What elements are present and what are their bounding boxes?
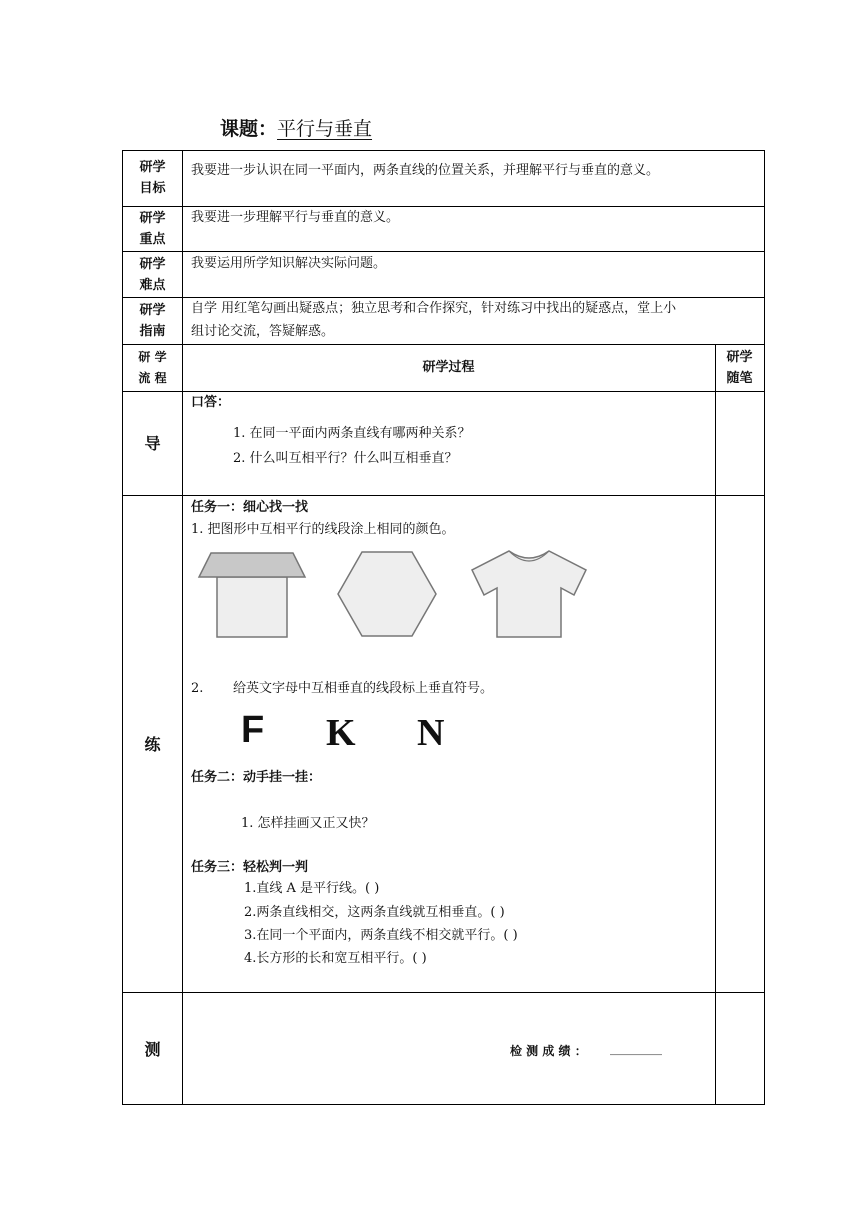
task1-question-2-number: 2. xyxy=(191,681,204,696)
task1-heading: 任务一：细心找一找 xyxy=(191,500,309,515)
task1-question-1: 1. 把图形中互相平行的线段涂上相同的颜色。 xyxy=(191,522,455,537)
judge-item: 3.在同一个平面内，两条直线不相交就平行。( ) xyxy=(244,928,518,943)
letter-n: N xyxy=(417,712,445,754)
dao-question-1: 1. 在同一平面内两条直线有哪两种关系？ xyxy=(233,426,471,441)
row-divider xyxy=(123,344,764,345)
difficulty-text: 我要运用所学知识解决实际问题。 xyxy=(191,256,387,271)
letter-k: K xyxy=(326,712,356,754)
task2-question-1: 1. 怎样挂画又正又快？ xyxy=(241,816,375,831)
tshirt-icon xyxy=(469,547,589,641)
title-prefix: 课题： xyxy=(220,118,278,140)
dao-question-2: 2. 什么叫互相平行？什么叫互相垂直？ xyxy=(233,451,458,466)
column-divider xyxy=(182,151,183,1104)
goal-label: 研学 目标 xyxy=(139,160,166,196)
letter-f: F xyxy=(241,709,265,751)
guide-text-line2: 组讨论交流，答疑解惑。 xyxy=(191,324,335,339)
row-divider xyxy=(123,992,764,993)
flow-header: 研 学 流 程 xyxy=(138,350,167,385)
score-blank[interactable]: ________ xyxy=(610,1041,662,1056)
guide-label: 研学 指南 xyxy=(139,303,166,339)
lian-label: 练 xyxy=(144,735,161,754)
row-divider xyxy=(123,251,764,252)
house-icon xyxy=(195,549,309,641)
judge-item: 4.长方形的长和宽互相平行。( ) xyxy=(244,951,427,966)
title-topic: 平行与垂直 xyxy=(277,118,373,140)
dao-label: 导 xyxy=(144,434,161,453)
focus-label: 研学 重点 xyxy=(139,211,166,247)
ce-label: 测 xyxy=(144,1040,161,1059)
task3-heading: 任务三：轻松判一判 xyxy=(191,860,309,875)
guide-text-line1: 自学 用红笔勾画出疑惑点；独立思考和合作探究，针对练习中找出的疑惑点，堂上小 xyxy=(191,301,677,316)
task1-question-2: 给英文字母中互相垂直的线段标上垂直符号。 xyxy=(233,681,494,696)
goal-text: 我要进一步认识在同一平面内，两条直线的位置关系，并理解平行与垂直的意义。 xyxy=(191,163,660,178)
task2-heading: 任务二：动手挂一挂： xyxy=(191,770,322,785)
process-header: 研学过程 xyxy=(422,360,475,375)
focus-text: 我要进一步理解平行与垂直的意义。 xyxy=(191,210,400,225)
hexagon-icon xyxy=(335,549,439,641)
score-label: 检 测 成 绩 ： xyxy=(510,1044,587,1058)
judge-item: 2.两条直线相交，这两条直线就互相垂直。( ) xyxy=(244,905,505,920)
dao-heading: 口答： xyxy=(191,395,231,410)
difficulty-label: 研学 难点 xyxy=(139,257,166,293)
judge-item: 1.直线 A 是平行线。( ) xyxy=(244,881,380,896)
notes-header: 研学 随笔 xyxy=(726,350,753,386)
row-divider xyxy=(123,495,764,496)
column-divider xyxy=(715,344,716,1104)
study-table xyxy=(122,150,765,1105)
page-title xyxy=(220,114,402,141)
